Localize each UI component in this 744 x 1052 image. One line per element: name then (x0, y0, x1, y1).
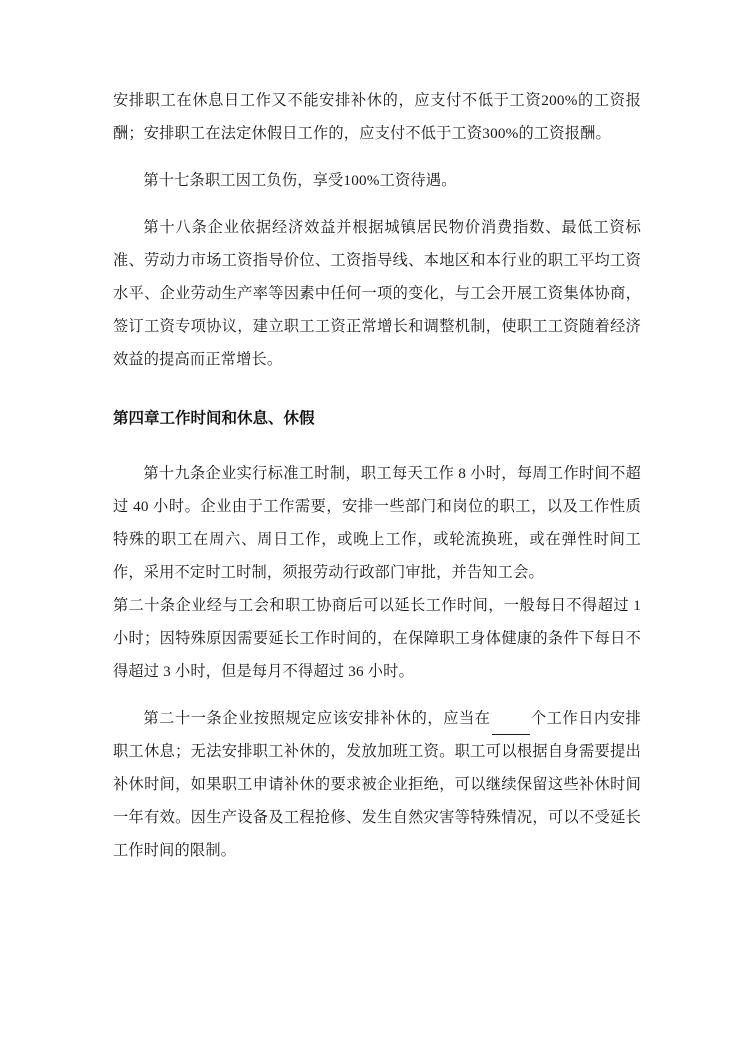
paragraph-overtime-pay: 安排职工在休息日工作又不能安排补休的，应支付不低于工资200%的工资报酬；安排职工在法定休假日工作的，应支付不低于工资300%的工资报酬。 (113, 92, 641, 142)
section-spacer (113, 376, 641, 402)
fill-in-blank[interactable] (492, 720, 530, 735)
paragraph-article-20: 第二十条企业经与工会和职工协商后可以延长工作时间，一般每日不得超过 1 小时；因特殊原因需要延长工作时间的，在保障职工身体健康的条件下每日不得超过 3 小时，但是每月不得超过 36 小时。 (113, 597, 641, 680)
section-spacer (113, 435, 641, 457)
article-21-text-part2: 个工作日内安排职工休息；无法安排职工补休的，发放加班工资。职工可以根据自身需要提出补休时间，如果职工申请补休的要求被企业拒绝，可以继续保留这些补休时间一年有效。因生产设备及工程抢修、发生自然灾害等特殊情况，可以不受延长工作时间的限制。 (113, 710, 642, 859)
paragraph-article-17: 第十七条职工因工负伤，享受100%工资待遇。 (143, 172, 457, 189)
paragraph-article-18: 第十八条企业依据经济效益并根据城镇居民物价消费指数、最低工资标准、劳动力市场工资指导价位、工资指导线、本地区和本行业的职工平均工资水平、企业劳动生产率等因素中任何一项的变化，与工会开展工资集体协商，签订工资专项协议，建立职工工资正常增长和调整机制，使职工工资随着经济效益的提高而正常增长。 (113, 219, 641, 368)
paragraph-spacer (113, 150, 641, 164)
paragraph-article-21 (113, 702, 641, 867)
paragraph-spacer (113, 688, 641, 702)
paragraph-spacer (113, 197, 641, 211)
article-21-text-part1: 第二十一条企业按照规定应该安排补休的，应当在 (143, 710, 491, 727)
paragraph-article-19: 第十九条企业实行标准工时制，职工每天工作 8 小时，每周工作时间不超过 40 小时。企业由于工作需要，安排一些部门和岗位的职工，以及工作性质特殊的职工在周六、周日工作，或晚上工作，或轮流换班，或在弹性时间工作，采用不定时工时制，须报劳动行政部门审批，并告知工会。 (113, 465, 641, 581)
document-body (113, 84, 641, 867)
chapter-heading-4: 第四章工作时间和休息、休假 (113, 410, 315, 427)
